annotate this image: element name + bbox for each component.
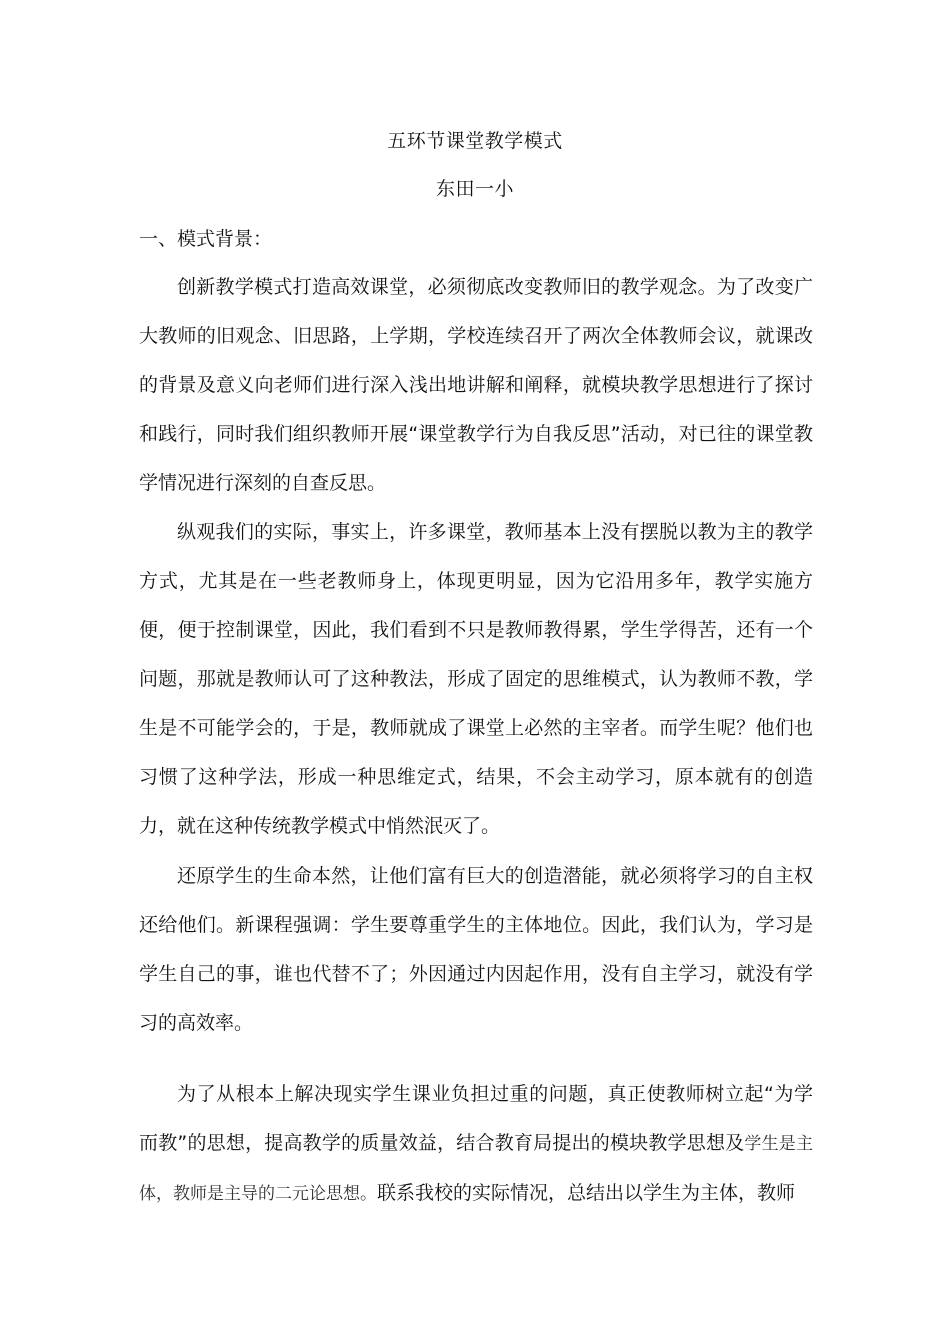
paragraph-4-part-2: 学生是主体，教师是主导的二元论思想。: [139, 1134, 813, 1204]
section-heading: 一、模式背景：: [139, 228, 273, 250]
paragraph-2: 纵观我们的实际，事实上，许多课堂，教师基本上没有摆脱以教为主的教学方式，尤其是在一些老教师身上，体现更明显，因为它沿用多年，教学实施方便，便于控制课堂，因此，我们看到不只是教师教得累，学生学得苦，还有一个问题，那就是教师认可了这种教法，形成了固定的思维模式，认为教师不教，学生是不可能学会的，于是，教师就成了课堂上必然的主宰者。而学生呢？他们也习惯了这种学法，形成一种思维定式，结果，不会主动学习，原本就有的创造力，就在这种传统教学模式中悄然泯灭了。: [139, 521, 813, 837]
document-title: 五环节课堂教学模式: [387, 130, 563, 152]
paragraph-1: 创新教学模式打造高效课堂，必须彻底改变教师旧的教学观念。为了改变广大教师的旧观念、旧思路，上学期，学校连续召开了两次全体教师会议，就课改的背景及意义向老师们进行深入浅出地讲解和阐释，就模块教学思想进行了探讨和践行，同时我们组织教师开展“课堂教学行为自我反思”活动，对已往的课堂教学情况进行深刻的自查反思。: [139, 276, 813, 494]
paragraph-4-part-3: 联系我校的实际情况，总结出以学生为主体，教师: [377, 1182, 796, 1204]
paragraph-4: [139, 1070, 813, 1219]
paragraph-4-part-1: 为了从根本上解决现实学生课业负担过重的问题，真正使教师树立起“为学而教”的思想，提高教学的质量效益，结合教育局提出的模块教学思想及: [139, 1083, 813, 1154]
document-subtitle: 东田一小: [435, 178, 514, 200]
paragraph-3: 还原学生的生命本然，让他们富有巨大的创造潜能，就必须将学习的自主权还给他们。新课程强调：学生要尊重学生的主体地位。因此，我们认为，学习是学生自己的事，谁也代替不了；外因通过内因起作用，没有自主学习，就没有学习的高效率。: [139, 865, 813, 1034]
